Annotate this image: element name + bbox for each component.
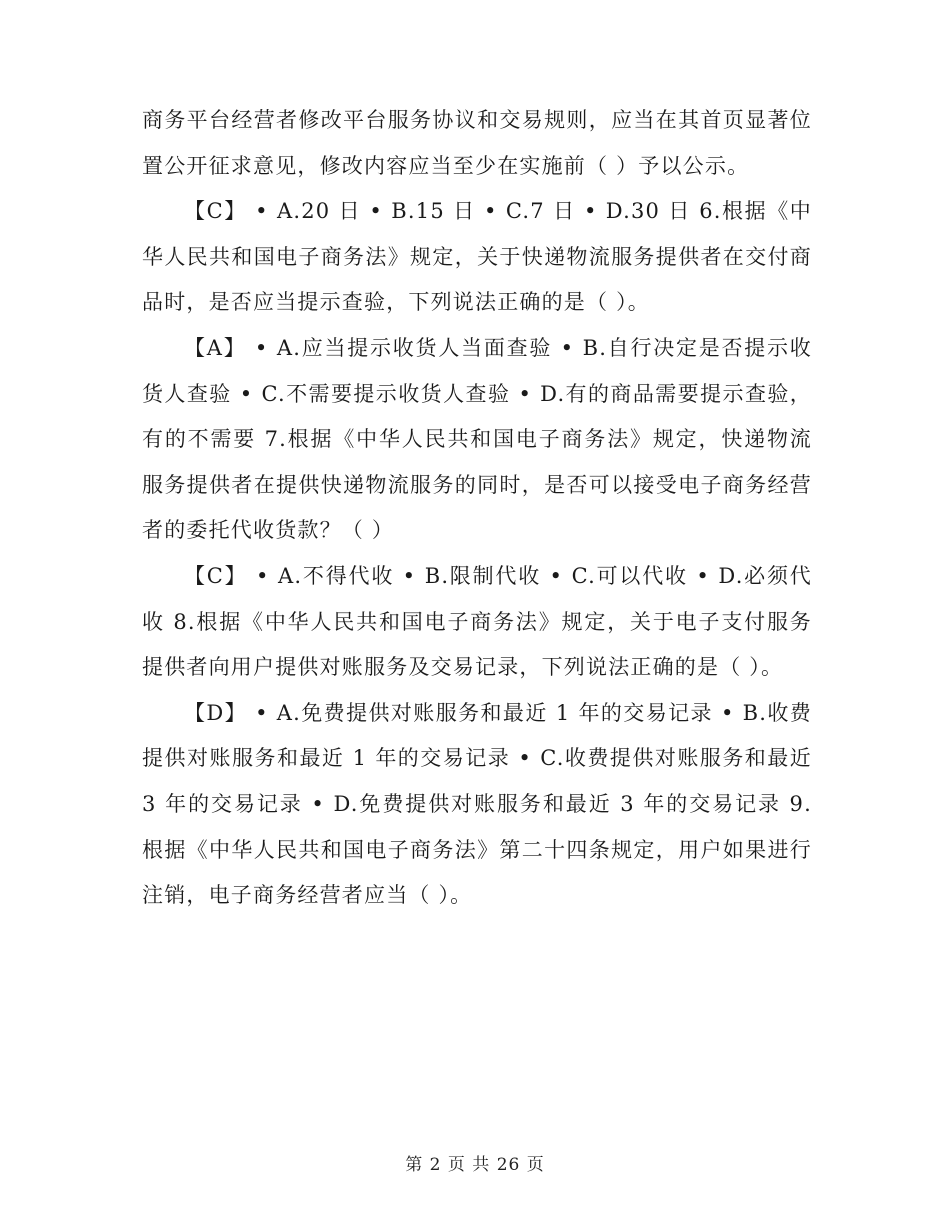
paragraph-question-continuation: 商务平台经营者修改平台服务协议和交易规则，应当在其首页显著位置公开征求意见，修改内容应当至少在实施前（ ）予以公示。	[142, 108, 812, 178]
paragraph-answer-5-question-6: 【C】 • A.20 日 • B.15 日 • C.7 日 • D.30 日 6.根据《中华人民共和国电子商务法》规定，关于快递物流服务提供者在交付商品时，是否应当提示查验，下列说法正确的是（ ）。	[142, 199, 812, 315]
paragraph-answer-8-question-9: 【D】 • A.免费提供对账服务和最近 1 年的交易记录 • B.收费提供对账服务和最近 1 年的交易记录 • C.收费提供对账服务和最近 3 年的交易记录 • D.免费提供对账服务和最近 3 年的交易记录 9.根据《中华人民共和国电子商务法》第二十四条规定，用户如果进行注销，电子商务经营者应当（ ）。	[142, 700, 812, 908]
paragraph-answer-7-question-8: 【C】 • A.不得代收 • B.限制代收 • C.可以代收 • D.必须代收 8.根据《中华人民共和国电子商务法》规定，关于电子支付服务提供者向用户提供对账服务及交易记录，下列说法正确的是（ ）。	[142, 563, 812, 680]
document-body	[142, 98, 812, 919]
paragraph-answer-6-question-7: 【A】 • A.应当提示收货人当面查验 • B.自行决定是否提示收货人查验 • C.不需要提示收货人查验 • D.有的商品需要提示查验，有的不需要 7.根据《中华人民共和国电子商务法》规定，快递物流服务提供者在提供快递物流服务的同时，是否可以接受电子商务经营者的委托代收货款？（ ）	[142, 335, 812, 543]
page-number-footer: 第 2 页 共 26 页	[405, 1155, 545, 1175]
